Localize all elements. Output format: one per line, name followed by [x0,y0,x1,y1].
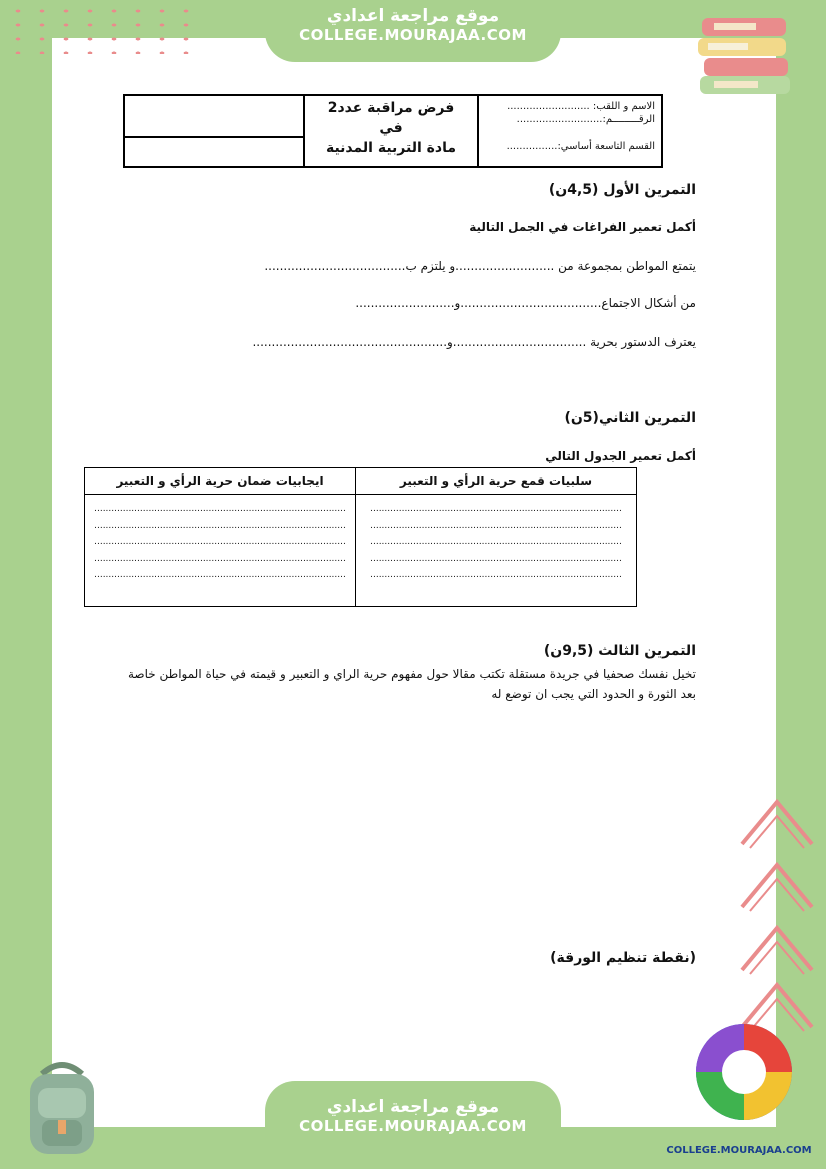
footer-note: (نقطة تنظيم الورقة) [550,950,696,966]
answer-line[interactable]: ........................................................................................ [370,553,622,564]
exam-title-line2: في [379,120,403,136]
books-icon [694,14,794,96]
answer-line[interactable]: ........................................................................................ [94,504,346,514]
answer-line[interactable]: ........................................................................................ [94,570,346,580]
exam-title [303,96,477,166]
exercise1-line1: يتمتع المواطن بمجموعة من ..........................و يلتزم ب..................................... [264,259,696,273]
site-url-bottom[interactable]: COLLEGE.MOURAJAA.COM [299,1117,527,1135]
exercise1-title: التمرين الأول (4,5ن) [548,182,696,198]
chevron-up-icon [738,855,816,915]
exercise3-text-line1: تخيل نفسك صحفيا في جريدة مستقلة تكتب مقالا حول مفهوم حرية الراي و التعبير و قيمته في حياة المواطن خاصة [128,667,696,681]
exam-title-line1: فرض مراقبة عدد2 [327,100,455,116]
site-url[interactable]: COLLEGE.MOURAJAA.COM [299,26,527,44]
site-name: موقع مراجعة اعدادي [326,6,500,26]
frame-left [0,0,52,1169]
number-field: الرقـــــــــم:........................... [516,114,655,125]
exercise2-instruction: أكمل تعمير الجدول التالي [545,449,696,463]
table-col-negatives [355,468,636,606]
subjects-wheel-icon [694,1022,794,1122]
class-field: القسم التاسعة أساسي:................ [506,141,655,152]
exercise3-text [96,664,696,704]
exercise2-title: التمرين الثاني(5ن) [564,410,696,426]
answer-line[interactable]: ........................................................................................ [370,537,622,547]
col-header-positives: ايجابيات ضمان حرية الرأي و التعبير [85,468,355,495]
site-name-bottom: موقع مراجعة اعدادي [326,1097,500,1117]
answer-line[interactable]: ........................................................................................ [370,570,622,580]
bottom-banner[interactable] [265,1081,561,1169]
chevron-up-icon [738,918,816,978]
name-field: الاسم و اللقب: .......................... [507,101,655,112]
answer-line[interactable]: ........................................................................................ [370,504,622,514]
table-col-positives [85,468,355,606]
exercise1-line2: من أشكال الاجتماع.....................................و.......................... [355,296,696,310]
student-info [477,96,661,166]
answer-line[interactable]: ........................................................................................ [94,537,346,547]
answer-line[interactable]: ........................................................................................ [94,553,346,564]
chevron-up-icon [738,792,816,852]
exercise1-instruction: أكمل تعمير الفراغات في الجمل التالية [469,220,696,234]
grade-box [125,96,303,138]
top-banner[interactable] [265,0,561,62]
exercise3-text-line2: بعد الثورة و الحدود التي يجب ان توضع له [491,687,696,701]
logo-url[interactable]: COLLEGE.MOURAJAA.COM [666,1145,812,1156]
grade-box-lower [125,138,303,166]
exam-title-line3: مادة التربية المدنية [325,140,457,156]
answer-line[interactable]: ........................................................................................ [370,520,622,531]
decor-dots [6,4,206,54]
exercise3-title: التمرين الثالث (9,5ن) [543,643,696,659]
exercise1-line3: يعترف الدستور بحرية ...................................و................................................... [252,335,696,349]
col-header-negatives: سلبيات قمع حرية الرأي و التعبير [356,468,636,495]
answer-line[interactable]: ........................................................................................ [94,520,346,531]
backpack-icon [12,1058,112,1158]
exercise2-table [84,467,637,607]
header-table [123,94,663,168]
